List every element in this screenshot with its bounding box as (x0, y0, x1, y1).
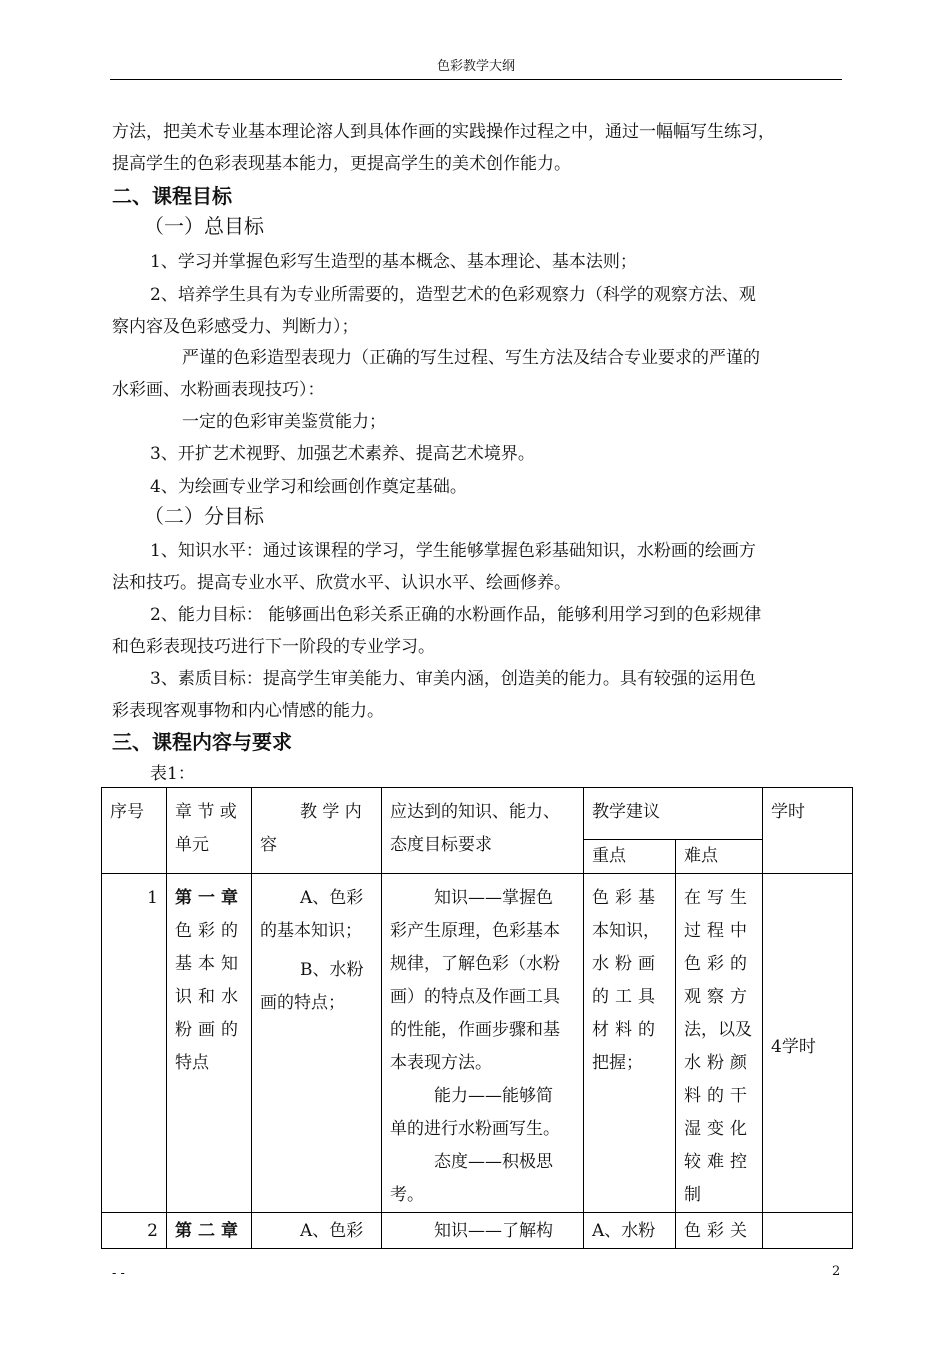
page-header-title: 色彩教学大纲 (436, 59, 515, 74)
table-row (102, 874, 853, 1213)
intro-line-1: 方法，把美术专业基本理论溶人到具体作画的实践操作过程之中，通过一幅幅写生练习， (112, 122, 775, 142)
row-1-key: 色彩基 本知识， 水粉画 的工具 材料的 把握； (584, 874, 676, 1213)
row-1-chapter: 第一章 色彩的 基本知 识和水 粉画的 特点 (167, 874, 252, 1213)
intro-line-2: 提高学生的色彩表现基本能力，更提高学生的美术创作能力。 (112, 154, 571, 174)
row-2-difficulty: 色彩关 (676, 1213, 763, 1249)
sub-goal-2-line-2: 和色彩表现技巧进行下一阶段的专业学习。 (112, 637, 435, 657)
goal-3: 3、开扩艺术视野、加强艺术素养、提高艺术境界。 (150, 444, 535, 464)
subsection-2-title: （二）分目标 (144, 504, 264, 528)
sub-goal-1-line-1: 1、知识水平：通过该课程的学习，学生能够掌握色彩基础知识，水粉画的绘画方 (150, 541, 756, 561)
sub-goal-1-line-2: 法和技巧。提高专业水平、欣赏水平、认识水平、绘画修养。 (112, 573, 571, 593)
table-header-row-1 (102, 788, 853, 840)
footer-left-mark: - - (112, 1266, 125, 1281)
sub-goal-2-line-1: 2、能力目标： 能够画出色彩关系正确的水粉画作品，能够利用学习到的色彩规律 (150, 605, 762, 625)
header-key: 重点 (584, 840, 676, 874)
table-row (102, 1213, 853, 1249)
page-number: 2 (832, 1264, 841, 1279)
sub-goal-3-line-2: 彩表现客观事物和内心情感的能力。 (112, 701, 384, 721)
subsection-1-title: （一）总目标 (144, 214, 264, 238)
header-goals: 应达到的知识、能力、 态度目标要求 (382, 788, 584, 874)
row-2-no: 2 (102, 1213, 167, 1249)
row-1-difficulty: 在写生 过程中 色彩的 观察方 法，以及 水粉颜 料的干 湿变化 较难控 制 (676, 874, 763, 1213)
header-no: 序号 (102, 788, 167, 874)
header-rule (110, 79, 842, 80)
goal-2-line-2: 察内容及色彩感受力、判断力）； (112, 317, 359, 337)
goal-2c: 一定的色彩审美鉴赏能力； (182, 412, 386, 432)
goal-2b-line-1: 严谨的色彩造型表现力（正确的写生过程、写生方法及结合专业要求的严谨的 (182, 348, 760, 368)
row-1-goals: 知识——掌握色 彩产生原理，色彩基本 规律，了解色彩（水粉 画）的特点及作画工具 的性能，作画步骤和基 本表现方法。 能力——能够简 单的进行水粉画写生。 态度——积极思 考。 (382, 874, 584, 1213)
header-difficulty: 难点 (676, 840, 763, 874)
section-2-title: 二、课程目标 (112, 184, 232, 208)
row-2-hours (763, 1213, 853, 1249)
row-2-content: A、色彩 (252, 1213, 382, 1249)
goal-2b-line-2: 水彩画、水粉画表现技巧）： (112, 380, 325, 400)
header-advice: 教学建议 (584, 788, 763, 840)
header-hours: 学时 (763, 788, 853, 874)
row-2-chapter: 第二章 (167, 1213, 252, 1249)
row-1-no: 1 (102, 874, 167, 1213)
section-3-title: 三、课程内容与要求 (112, 730, 292, 754)
goal-1: 1、学习并掌握色彩写生造型的基本概念、基本理论、基本法则； (150, 252, 637, 272)
goal-2-line-1: 2、培养学生具有为专业所需要的，造型艺术的色彩观察力（科学的观察方法、观 (150, 285, 756, 305)
table-caption: 表1： (150, 764, 195, 784)
sub-goal-3-line-1: 3、素质目标：提高学生审美能力、审美内涵，创造美的能力。具有较强的运用色 (150, 669, 756, 689)
header-content: 教 学 内 容 (252, 788, 382, 874)
row-1-hours: 4学时 (763, 874, 853, 1213)
row-2-goals: 知识——了解构 (382, 1213, 584, 1249)
course-content-table (101, 787, 853, 1249)
header-chapter: 章 节 或 单元 (167, 788, 252, 874)
goal-4: 4、为绘画专业学习和绘画创作奠定基础。 (150, 477, 467, 497)
row-1-content: A、色彩 的基本知识； B、水粉 画的特点； (252, 874, 382, 1213)
row-2-key: A、水粉 (584, 1213, 676, 1249)
